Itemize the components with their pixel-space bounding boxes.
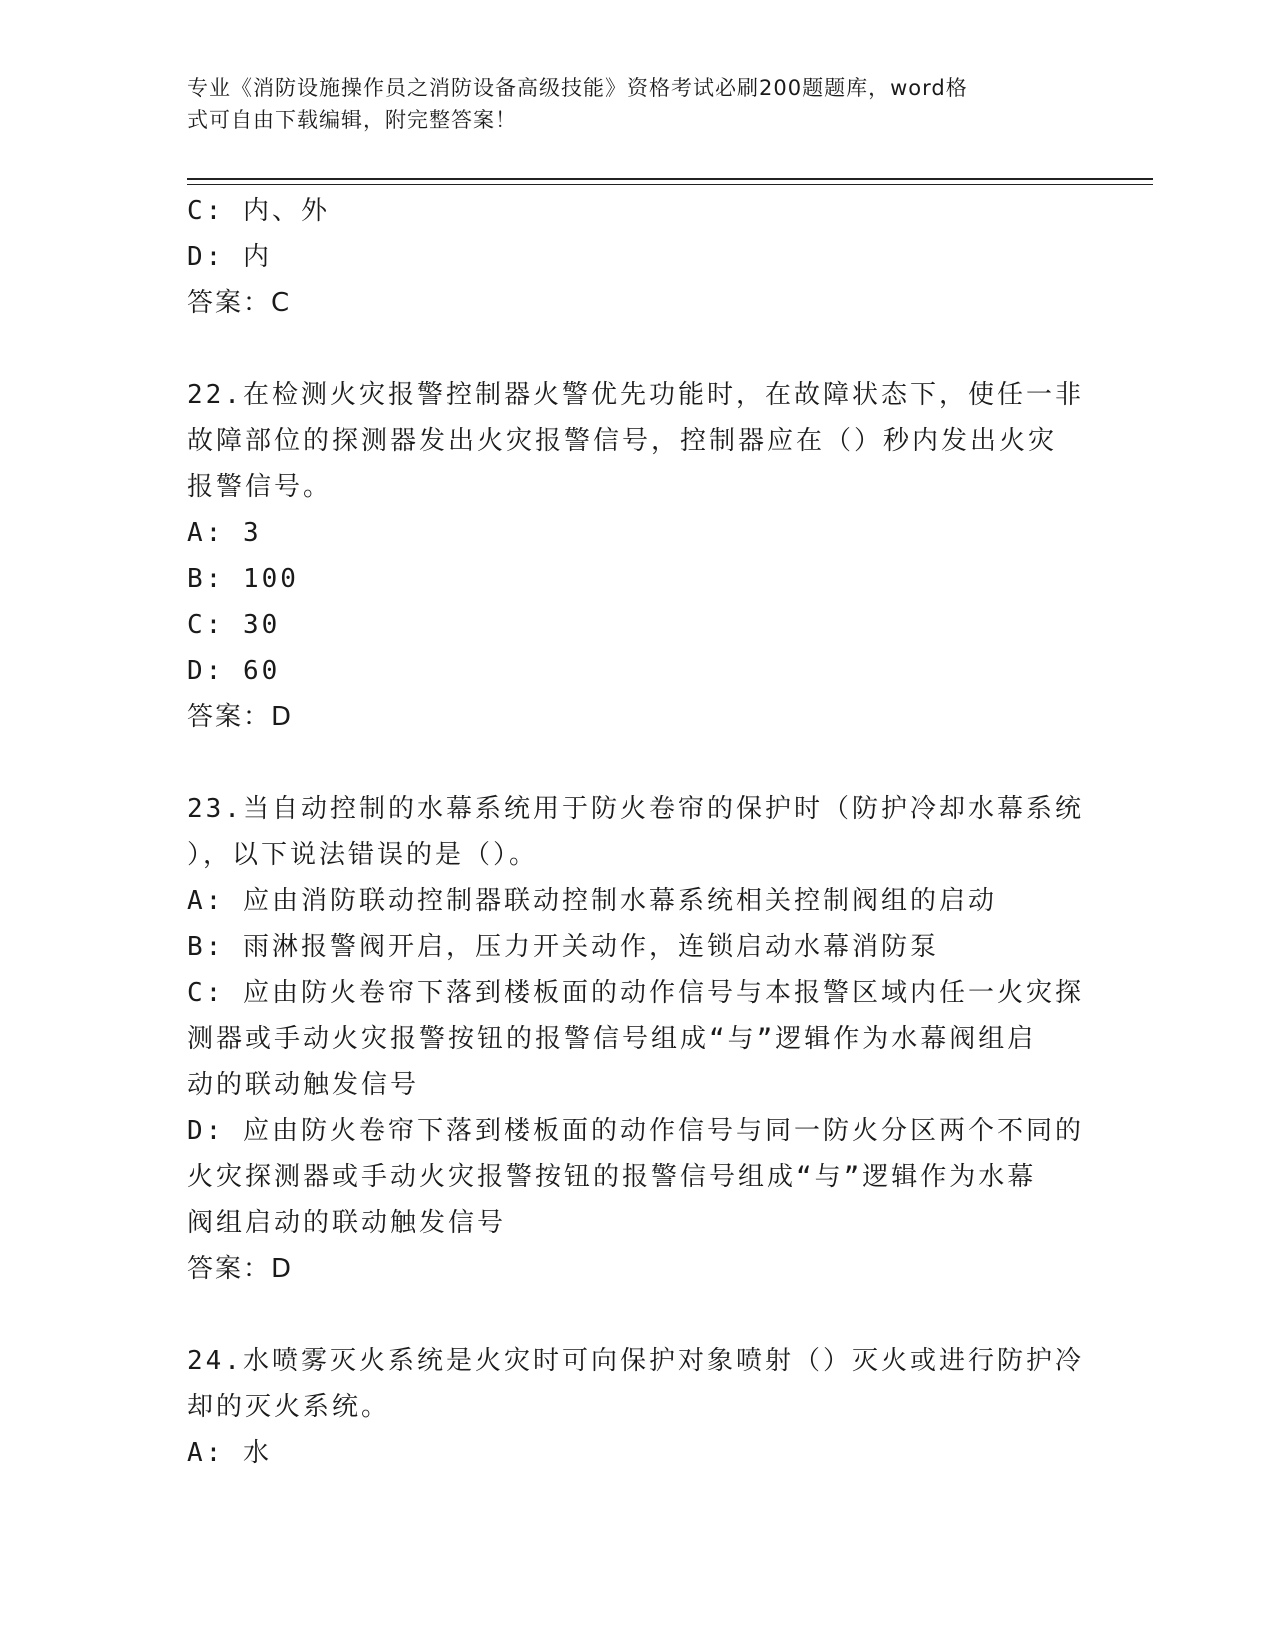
question-22-block (187, 372, 1087, 740)
header-divider-thick (187, 178, 1153, 180)
header-line-1: 专业《消防设施操作员之消防设备高级技能》资格考试必刷200题题库，word格 (187, 76, 968, 100)
option-d-continued: 火灾探测器或手动火灾报警按钮的报警信号组成“与”逻辑作为水幕 (187, 1162, 1037, 1192)
option-c-continued: 测器或手动火灾报警按钮的报警信号组成“与”逻辑作为水幕阀组启 (187, 1024, 1037, 1054)
document-header (187, 72, 1087, 136)
question-23-block (187, 786, 1087, 1292)
option-d: D: 60 (187, 656, 281, 686)
question-stem (187, 1338, 1087, 1430)
option-a: A: 水 (187, 1438, 272, 1468)
option-a: A: 3 (187, 518, 262, 548)
stem-line: 却的灭火系统。 (187, 1392, 391, 1422)
spacer (187, 1292, 1087, 1338)
stem-line: 22.在检测火灾报警控制器火警优先功能时，在故障状态下，使任一非 (187, 380, 1084, 410)
option-a: A: 应由消防联动控制器联动控制水幕系统相关控制阀组的启动 (187, 886, 997, 916)
option-c: C: 30 (187, 610, 281, 640)
stem-line: 24.水喷雾灭火系统是火灾时可向保护对象喷射（）灭火或进行防护冷 (187, 1346, 1084, 1376)
option-b: B: 雨淋报警阀开启，压力开关动作，连锁启动水幕消防泵 (187, 932, 939, 962)
question-24-block (187, 1338, 1087, 1476)
answer-line: 答案：D (187, 1254, 294, 1284)
stem-line: 报警信号。 (187, 472, 333, 502)
option-d: D: 内 (187, 242, 272, 272)
stem-line: ），以下说法错误的是（）。 (187, 840, 539, 870)
question-stem (187, 372, 1087, 510)
spacer (187, 740, 1087, 786)
option-b: B: 100 (187, 564, 299, 594)
option-c-continued: 动的联动触发信号 (187, 1070, 420, 1100)
answer-line: 答案：D (187, 702, 294, 732)
option-c: C: 应由防火卷帘下落到楼板面的动作信号与本报警区域内任一火灾探 (187, 978, 1084, 1008)
header-divider-thin (187, 184, 1153, 185)
document-body (187, 188, 1087, 1476)
option-d: D: 应由防火卷帘下落到楼板面的动作信号与同一防火分区两个不同的 (187, 1116, 1084, 1146)
header-line-2: 式可自由下载编辑，附完整答案！ (187, 108, 517, 132)
option-d-continued: 阀组启动的联动触发信号 (187, 1208, 507, 1238)
stem-line: 故障部位的探测器发出火灾报警信号，控制器应在（）秒内发出火灾 (187, 426, 1058, 456)
question-stem (187, 786, 1087, 878)
stem-line: 23.当自动控制的水幕系统用于防火卷帘的保护时（防护冷却水幕系统 (187, 794, 1084, 824)
answer-line: 答案：C (187, 288, 292, 318)
option-c: C: 内、外 (187, 196, 330, 226)
spacer (187, 326, 1087, 372)
question-21-block (187, 188, 1087, 326)
